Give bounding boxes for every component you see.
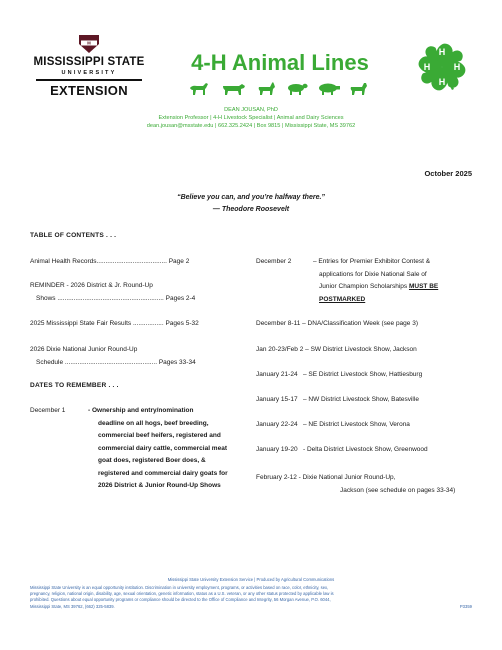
date-row: January 21-24 – SE District Livestock Show, Hattiesburg (256, 371, 423, 378)
cow-icon (222, 80, 246, 96)
goat-icon (257, 80, 277, 96)
date-row: Jan 20-23/Feb 2 – SW District Livestock Show, Jackson (256, 346, 417, 353)
december1-details: - Ownership and entry/nomination deadline on all hogs, beef breeding, commercial beef heifers, registered and commercial dairy cattle, commercial meat goat does, registered Boer does, & registered and commercial dairy goats for 2026 District & Junior Round-Up Shows (88, 407, 228, 489)
toc-item[interactable]: 2026 Dixie National Junior Round-Up Schedule ................................................... Pages 33-34 (30, 346, 196, 366)
date-row: February 2-12 - Dixie National Junior Round-Up, Jackson (see schedule on pages 33-34) (256, 474, 456, 494)
newsletter-title: 4-H Animal Lines (191, 50, 369, 75)
svg-text:H: H (453, 62, 461, 72)
contact-name: DEAN JOUSAN, PhD (224, 107, 278, 113)
dairy-goat-icon (350, 80, 370, 96)
svg-text:H: H (438, 47, 446, 57)
date-row: January 19-20 - Delta District Livestock Show, Greenwood (256, 446, 428, 453)
dates-heading: DATES TO REMEMBER . . . (30, 382, 119, 389)
svg-text:M: M (87, 40, 91, 46)
issue-date: October 2025 (424, 169, 472, 178)
quote-author: — Theodore Roosevelt (212, 206, 290, 213)
date-label: December 1 (30, 407, 66, 414)
quote-text: “Believe you can, and you’re halfway there.” (177, 194, 325, 201)
logo-divider (36, 79, 142, 81)
horse-icon (188, 80, 210, 96)
msu-extension: EXTENSION (50, 83, 128, 98)
toc-item[interactable]: REMINDER - 2026 District & Jr. Round-Up Shows ........................................................... Pages 2-4 (30, 282, 196, 302)
date-row: January 15-17 – NW District Livestock Show, Batesville (256, 396, 419, 403)
toc-item[interactable]: Animal Health Records....................................... Page 2 (30, 258, 190, 265)
4h-clover-logo-icon (412, 37, 472, 97)
footer-credit: Mississippi State University Extension Service | Produced by Agricultural Communications (167, 577, 335, 582)
msu-name: MISSISSIPPI STATE (33, 56, 145, 68)
toc-heading: TABLE OF CONTENTS . . . (30, 232, 117, 239)
sheep-icon (286, 80, 308, 96)
date-detail: – Entries for Premier Exhibitor Contest & applications for Dixie National Sale of Junior Champion Scholarships MUST BE POSTMARKED (313, 258, 439, 303)
toc-item[interactable]: 2025 Mississippi State Fair Results ................. Pages 5-32 (30, 320, 199, 327)
contact-info[interactable]: dean.jousan@msstate.edu | 662.325.2424 | Box 9815 | Mississippi State, MS 39762 (146, 123, 356, 129)
animal-icons-row (188, 80, 373, 96)
footer-disclaimer: Mississippi State University is an equal opportunity institution. Discrimination in university employment, programs, or activities based on race, color, ethnicity, sex, pregnancy, religion, national origin, disability, age, sexual orientation, genetic information, status as a U.S. veteran, or any other status protected by applicable law is prohibited. Questions about equal opportunity programs or compliance should be directed to the Office of Compliance and Integrity, 56 Morgan Avenue, P.O. 6044, Mississippi State, MS 39762, (662) 325-5839. P3359 (30, 585, 472, 609)
date-row: December 8-11 – DNA/Classification Week (see page 3) (256, 320, 418, 327)
svg-text:H: H (423, 62, 431, 72)
msu-shield-icon (78, 34, 100, 54)
msu-university: UNIVERSITY (61, 70, 117, 76)
svg-text:H: H (438, 77, 446, 87)
pig-icon (317, 80, 341, 96)
msu-extension-logo (30, 34, 148, 102)
date-label: December 2 (256, 258, 292, 265)
contact-title: Extension Professor | 4-H Livestock Specialist | Animal and Dairy Sciences (158, 115, 344, 121)
date-row: January 22-24 – NE District Livestock Show, Verona (256, 421, 410, 428)
